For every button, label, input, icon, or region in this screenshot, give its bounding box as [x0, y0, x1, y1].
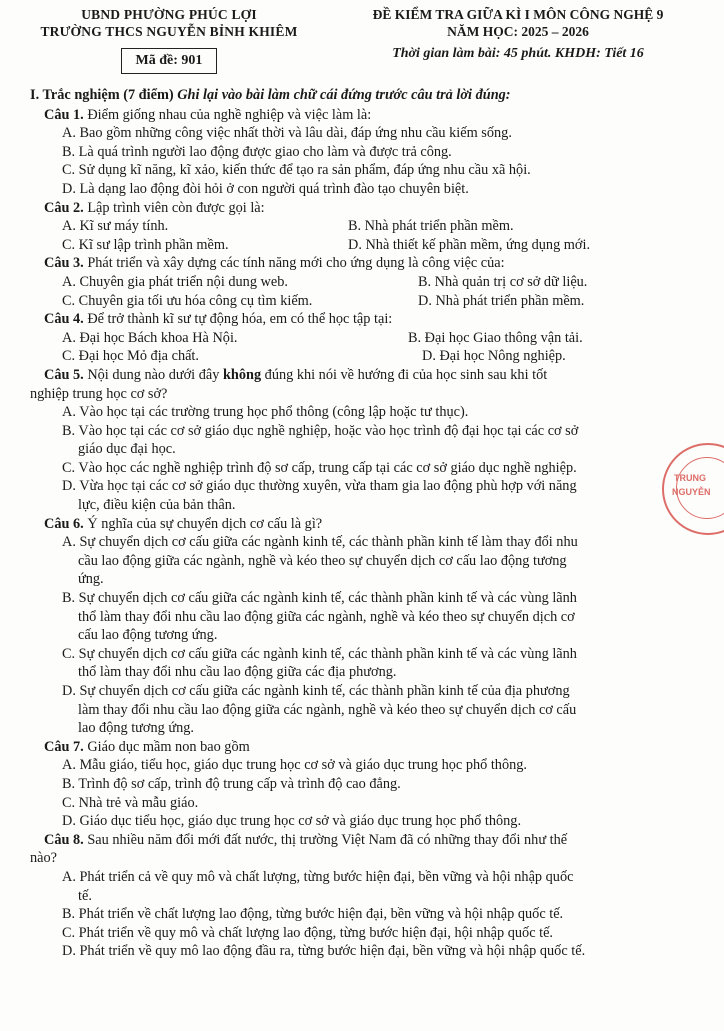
- option-a-continued: tế.: [78, 887, 92, 904]
- option-c: C. Nhà trẻ và mẫu giáo.: [62, 794, 199, 811]
- exam-title: ĐỀ KIỂM TRA GIỮA KÌ I MÔN CÔNG NGHỆ 9: [372, 7, 664, 22]
- question-8: [30, 831, 714, 961]
- section-instruction: Ghi lại vào bài làm chữ cái đứng trước câu trả lời đúng:: [177, 87, 511, 103]
- option-a: A. Mẫu giáo, tiểu học, giáo dục trung học cơ sở và giáo dục trung học phổ thông.: [62, 757, 527, 774]
- option-d: D. Giáo dục tiểu học, giáo dục trung học cơ sở và giáo dục trung học phổ thông.: [62, 813, 522, 830]
- option-b-continued: thổ làm thay đổi nhu cầu lao động giữa các ngành, nghề và kéo theo sự chuyển dịch cơ: [78, 608, 575, 625]
- option-b: B. Đại học Giao thông vận tải.: [408, 329, 583, 346]
- question-number: Câu 4.: [44, 311, 84, 328]
- option-c: C. Chuyên gia tối ưu hóa công cụ tìm kiếm.: [62, 292, 313, 309]
- question-text: Sau nhiều năm đổi mới đất nước, thị trường Việt Nam đã có những thay đổi như thế: [87, 831, 568, 848]
- exam-duration: Thời gian làm bài: 45 phút. KHDH: Tiết 16: [392, 46, 644, 61]
- option-d: D. Nhà phát triển phần mềm.: [418, 292, 585, 309]
- question-number: Câu 6.: [44, 515, 84, 532]
- option-a: A. Sự chuyển dịch cơ cấu giữa các ngành kinh tế, các thành phần kinh tế làm thay đổi nhu: [62, 534, 578, 551]
- option-a: A. Phát triển cả về quy mô và chất lượng, từng bước hiện đại, bền vững và hội nhập quốc: [62, 868, 574, 885]
- option-a: A. Đại học Bách khoa Hà Nội.: [62, 329, 238, 346]
- question-2: [30, 199, 714, 255]
- option-b: B. Nhà phát triển phần mềm.: [348, 218, 514, 235]
- question-4: [30, 310, 714, 366]
- question-number: Câu 8.: [44, 831, 84, 848]
- option-d-continued: lao động tương ứng.: [78, 720, 194, 737]
- option-d-continued: lực, điều kiện của bản thân.: [78, 497, 236, 514]
- option-b: B. Phát triển về chất lượng lao động, từng bước hiện đại, bền vững và hội nhập quốc tế.: [62, 906, 564, 923]
- question-text-after: đúng khi nói về hướng đi của học sinh sau khi tốt: [261, 366, 548, 383]
- option-c: C. Vào học các nghề nghiệp trình độ sơ cấp, trung cấp tại các cơ sở giáo dục nghề nghiệp.: [62, 459, 577, 476]
- question-text: Điểm giống nhau của nghề nghiệp và việc làm là:: [87, 106, 372, 123]
- exam-header: [0, 6, 724, 76]
- option-a-continued: ứng.: [78, 571, 104, 588]
- exam-info: [318, 6, 718, 62]
- question-text-before: Nội dung nào dưới đây: [87, 366, 223, 383]
- question-number: Câu 5.: [44, 366, 84, 383]
- stamp-text-2: NGUYỄN: [672, 487, 711, 497]
- section-heading: [30, 86, 714, 105]
- school-name: TRƯỜNG THCS NGUYỄN BỈNH KHIÊM: [40, 24, 298, 39]
- option-d: D. Sự chuyển dịch cơ cấu giữa các ngành kinh tế, các thành phần kinh tế của địa phương: [62, 683, 570, 699]
- option-b: B. Vào học tại các cơ sở giáo dục nghề nghiệp, hoặc vào học trình độ đại học tại các cơ sở: [62, 422, 579, 439]
- question-1: [30, 106, 714, 199]
- option-a: A. Chuyên gia phát triển nội dung web.: [62, 273, 288, 290]
- question-text: Phát triển và xây dựng các tính năng mới cho ứng dụng là công việc của:: [87, 255, 505, 272]
- option-c: C. Sử dụng kĩ năng, kĩ xảo, kiến thức để tạo ra sản phẩm, đáp ứng nhu cầu xã hội.: [62, 162, 531, 179]
- exam-code-box: Mã đề: 901: [121, 48, 218, 74]
- option-c: C. Sự chuyển dịch cơ cấu giữa các ngành kinh tế, các thành phần kinh tế và các vùng lãnh: [62, 645, 577, 662]
- question-text: Giáo dục mầm non bao gồm: [87, 738, 250, 755]
- question-5: [30, 366, 714, 515]
- option-d: D. Vừa học tại các cơ sở giáo dục thường xuyên, vừa tham gia lao động phù hợp với năng: [62, 478, 577, 495]
- question-number: Câu 3.: [44, 255, 84, 272]
- option-b: B. Sự chuyển dịch cơ cấu giữa các ngành kinh tế, các thành phần kinh tế và các vùng lãnh: [62, 590, 577, 607]
- stamp-text-1: TRUNG: [674, 473, 706, 483]
- option-d: D. Là dạng lao động đòi hỏi ở con người quá trình đào tạo chuyên biệt.: [62, 180, 469, 197]
- option-c-continued: thổ làm thay đổi nhu cầu lao động giữa các địa phương.: [78, 664, 397, 681]
- ward-name: UBND PHƯỜNG PHÚC LỢI: [81, 7, 257, 22]
- question-number: Câu 2.: [44, 199, 84, 216]
- option-c: C. Phát triển về quy mô và chất lượng lao động, từng bước hiện đại, hội nhập quốc tế.: [62, 924, 554, 941]
- question-7: [30, 738, 714, 831]
- question-text-continued: nào?: [30, 850, 57, 867]
- option-a: A. Kĩ sư máy tính.: [62, 218, 169, 235]
- option-b-continued: giáo dục đại học.: [78, 441, 176, 458]
- section-label: I. Trắc nghiệm (7 điểm): [30, 87, 174, 103]
- option-b-continued: cấu lao động tương ứng.: [78, 627, 218, 644]
- exam-content: [30, 86, 714, 961]
- question-3: [30, 254, 714, 310]
- option-c: C. Kĩ sư lập trình phần mềm.: [62, 236, 229, 253]
- option-d: D. Phát triển về quy mô lao động đầu ra, từng bước hiện đại, bền vững và hội nhập quốc tế.: [62, 943, 586, 960]
- question-text-continued: nghiệp trung học cơ sở?: [30, 385, 168, 402]
- option-d-continued: làm thay đổi nhu cầu lao động giữa các ngành, nghề và kéo theo sự chuyển dịch cơ cấu: [78, 701, 577, 718]
- question-number: Câu 1.: [44, 106, 84, 123]
- question-text: Để trở thành kĩ sư tự động hóa, em có thể học tập tại:: [87, 311, 393, 328]
- school-info: [14, 6, 324, 74]
- option-a: A. Bao gồm những công việc nhất thời và lâu dài, đáp ứng nhu cầu kiếm sống.: [62, 125, 512, 142]
- option-d: D. Đại học Nông nghiệp.: [422, 348, 566, 365]
- question-text: Lập trình viên còn được gọi là:: [87, 199, 265, 216]
- option-a-continued: cầu lao động giữa các ngành, nghề và kéo theo sự chuyển dịch cơ cấu lao động tương: [78, 552, 567, 569]
- option-b: B. Là quá trình người lao động được giao cho làm và được trả công.: [62, 143, 452, 160]
- question-6: [30, 515, 714, 738]
- option-b: B. Trình độ sơ cấp, trình độ trung cấp và trình độ cao đẳng.: [62, 775, 401, 792]
- question-text-emphasis: không: [222, 366, 262, 383]
- option-a: A. Vào học tại các trường trung học phổ thông (công lập hoặc tư thục).: [62, 404, 469, 421]
- option-d: D. Nhà thiết kế phần mềm, ứng dụng mới.: [348, 236, 591, 253]
- school-year: NĂM HỌC: 2025 – 2026: [447, 24, 589, 39]
- option-b: B. Nhà quản trị cơ sở dữ liệu.: [418, 273, 588, 290]
- option-c: C. Đại học Mỏ địa chất.: [62, 348, 199, 365]
- question-number: Câu 7.: [44, 738, 84, 755]
- question-text: Ý nghĩa của sự chuyển dịch cơ cấu là gì?: [87, 515, 323, 532]
